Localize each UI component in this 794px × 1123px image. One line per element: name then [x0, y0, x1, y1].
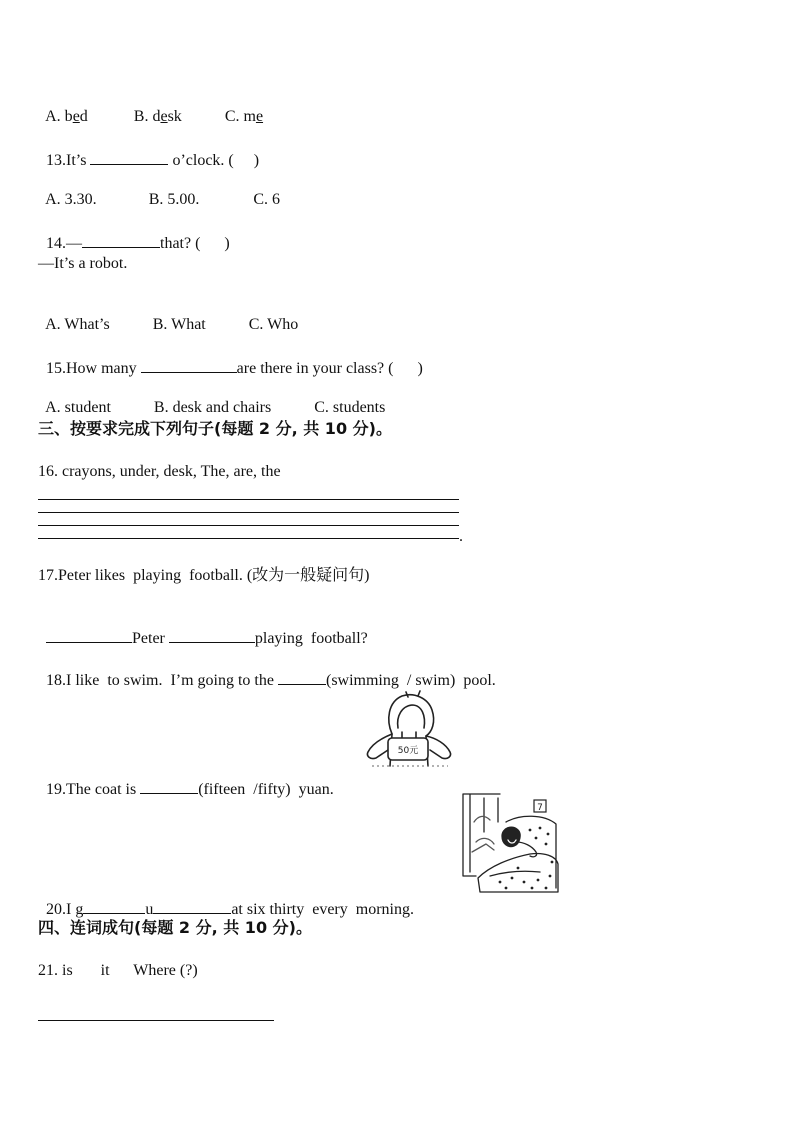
- q17-blank-1[interactable]: [46, 627, 132, 643]
- q12-option-a-end: d: [79, 108, 88, 125]
- q16-answer-line-4[interactable]: [38, 538, 459, 539]
- q21-stem: 21. is it Where (?): [38, 962, 198, 979]
- q13-options: [38, 170, 280, 210]
- q15-stem-start: 15.How many: [46, 360, 141, 377]
- q17-answer-end: playing football?: [254, 630, 368, 647]
- q17-answer-mid: Peter: [132, 630, 169, 647]
- q14-option-c: C. Who: [248, 316, 299, 333]
- q16-answer-line-2[interactable]: [38, 512, 459, 513]
- q17-stem: 17.Peter likes playing football. (改为一般疑问句): [38, 567, 370, 584]
- q15-option-c: C. students: [314, 399, 386, 416]
- getting-up-illustration: [460, 792, 560, 896]
- q15-blank[interactable]: [141, 357, 237, 373]
- q17-answer: [38, 607, 368, 649]
- q15-stem-end: are there in your class? ( ): [236, 360, 423, 377]
- q13-blank[interactable]: [90, 149, 168, 165]
- q18-stem-start: 18.I like to swim. I’m going to the: [46, 672, 278, 689]
- q19-stem-start: 19.The coat is: [46, 781, 141, 798]
- q16-answer-line-1[interactable]: [38, 499, 459, 500]
- q19-blank[interactable]: [140, 778, 198, 794]
- q20-stem-end: at six thirty every morning.: [231, 901, 414, 918]
- q13-option-b: B. 5.00.: [148, 191, 200, 208]
- section-3-heading: 三、按要求完成下列句子(每题 2 分, 共 10 分)。: [38, 419, 392, 438]
- q18-stem-end: (swimming / swim) pool.: [325, 672, 496, 689]
- q15-option-b: B. desk and chairs: [153, 399, 272, 416]
- q16-end-mark: .: [459, 528, 463, 545]
- q13-option-a: A. 3.30.: [45, 191, 97, 208]
- q12-option-c-letter: e: [255, 108, 264, 125]
- q20-blank-1[interactable]: [83, 898, 145, 914]
- q14-answer-line: —It’s a robot.: [38, 255, 128, 272]
- picture-number: 7: [537, 803, 543, 813]
- q14-options: [38, 295, 298, 335]
- q16-stem: 16. crayons, under, desk, The, are, the: [38, 463, 281, 480]
- q14-stem: [38, 212, 230, 254]
- q12-option-a: A. b: [45, 108, 73, 125]
- q13-stem-end: o’clock. ( ): [168, 152, 260, 169]
- coat-price-illustration: [362, 690, 456, 776]
- q18-stem: [38, 649, 496, 691]
- q20-blank-2[interactable]: [153, 898, 231, 914]
- q19-stem-end: (fifteen /fifty) yuan.: [198, 781, 334, 798]
- q14-option-a: A. What’s: [45, 316, 110, 333]
- q12-options: [38, 87, 263, 127]
- q21-answer-line[interactable]: [38, 1020, 274, 1021]
- q12-option-b: B. d: [133, 108, 161, 125]
- q15-option-a: A. student: [45, 399, 111, 416]
- q13-stem-start: 13.It’s: [46, 152, 91, 169]
- q12-option-a-letter: e: [72, 108, 80, 125]
- q13-stem: [38, 129, 259, 171]
- q19-stem: [38, 758, 334, 800]
- q14-stem-end: that? ( ): [160, 235, 230, 252]
- q12-option-b-end: sk: [167, 108, 182, 125]
- q17-blank-2[interactable]: [169, 627, 255, 643]
- q12-option-b-letter: e: [160, 108, 168, 125]
- q12-option-c: C. m: [224, 108, 256, 125]
- q20-stem: [38, 878, 414, 920]
- q15-stem: [38, 337, 423, 379]
- q14-stem-start: 14.—: [46, 235, 82, 252]
- q16-answer-line-3[interactable]: [38, 525, 459, 526]
- q18-blank[interactable]: [278, 669, 326, 685]
- section-4-heading: 四、连词成句(每题 2 分, 共 10 分)。: [38, 918, 312, 937]
- q15-options: [38, 378, 385, 418]
- price-tag-text: 50元: [397, 746, 419, 756]
- q14-blank[interactable]: [82, 232, 160, 248]
- q14-option-b: B. What: [152, 316, 206, 333]
- q20-stem-mid: u: [145, 901, 154, 918]
- q13-option-c: C. 6: [253, 191, 281, 208]
- q20-stem-start: 20.I g: [46, 901, 84, 918]
